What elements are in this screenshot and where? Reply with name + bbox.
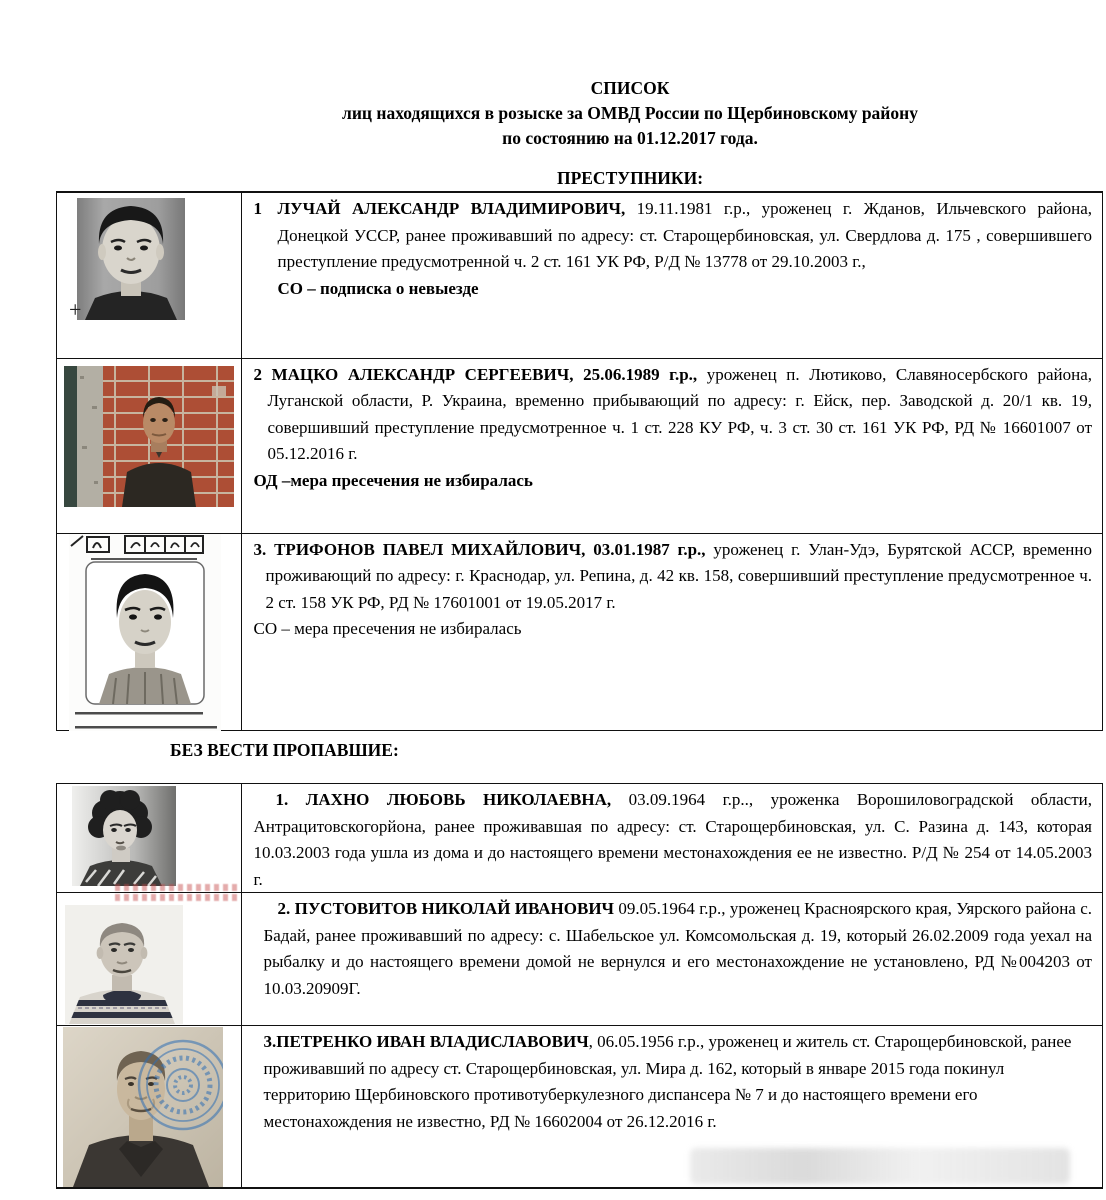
criminal-1-photo-cell: [57, 193, 242, 358]
criminal-row-2: [57, 358, 1102, 533]
missing-section-header: БЕЗ ВЕСТИ ПРОПАВШИЕ:: [170, 740, 399, 760]
entry-number: 2.: [277, 899, 295, 918]
criminal-2-entry: [254, 362, 1093, 468]
missing-1-text-cell: [242, 784, 1103, 892]
plus-mark: +: [69, 297, 82, 322]
person-details: 03.09.1964 г.р.., уроженка Ворошиловоградской области, Антрацитовскогорйона, ранее проживавшая по адресу: ст. Старощербиновская, ул. С. Разина д. 143, которая 10.03.2003 года ушла из дома и до настоящего времени местонахождения ее не известно. Р/Д № 254 от 14.05.2003 г.: [253, 790, 1092, 889]
entry-number: 2: [253, 364, 272, 384]
missing-row-1: [57, 784, 1102, 892]
missing-3-photo-cell: [57, 1026, 242, 1187]
document-title: [155, 76, 1105, 151]
criminals-table: [56, 191, 1103, 731]
person-name: ПУСТОВИТОВ НИКОЛАЙ ИВАНОВИЧ: [294, 899, 615, 918]
entry-number: 1.: [275, 790, 306, 809]
faint-red-stamp: [115, 884, 240, 891]
missing-3-photo: [63, 1027, 223, 1187]
missing-persons-table: [56, 783, 1103, 1189]
missing-1-photo-cell: [57, 784, 242, 892]
missing-1-photo: [72, 786, 176, 886]
criminal-3-photo: [69, 534, 221, 731]
criminal-row-3: [57, 533, 1102, 730]
criminal-3-photo-cell: [57, 534, 242, 730]
criminal-2-photo: [64, 366, 234, 507]
criminal-1-text-cell: [242, 193, 1103, 358]
restraint-measure: СО – подписка о невыезде: [277, 278, 479, 298]
title-line-2: лиц находящихся в розыске за ОМВД России по Щербиновскому району: [342, 103, 918, 123]
criminal-row-1: [57, 193, 1102, 358]
missing-2-photo-cell: [57, 893, 242, 1025]
person-name: ЛУЧАЙ АЛЕКСАНДР ВЛАДИМИРОВИЧ,: [277, 199, 626, 218]
missing-2-photo: [65, 905, 183, 1024]
title-line-3: по состоянию на 01.12.2017 года.: [502, 128, 758, 148]
person-name: МАЦКО АЛЕКСАНДР СЕРГЕЕВИЧ, 25.06.1989 г.р.,: [271, 364, 698, 384]
missing-row-2: [57, 892, 1102, 1025]
entry-number: 3.: [253, 539, 275, 559]
person-details: 19.11.1981 г.р., уроженец г. Жданов, Ильчевского района, Донецкой УССР, ранее проживавший по адресу: ст. Старощербиновская, ул. Свердлова д. 175 , совершившего преступление предусмотренной ч. 2 ст. 161 УК РФ, Р/Д № 13778 от 29.10.2003 г.,: [277, 199, 1093, 271]
person-details: уроженец п. Лютиково, Славяносербского района, Луганской области, Р. Украина, временно прибывающий по адресу: г. Ейск, пер. Заводской д. 20/1 кв. 19, совершивший преступление предусмотренное ч. 1 ст. 228 КУ РФ, ч. 3 ст. 30 ст. 161 УК РФ, РД № 16601007 от 05.12.2016 г.: [267, 364, 1093, 463]
criminals-section-header: ПРЕСТУПНИКИ:: [556, 168, 704, 188]
restraint-measure: СО – мера пресечения не избиралась: [253, 619, 522, 638]
criminal-1-entry: [254, 196, 1093, 276]
missing-2-text-cell: [242, 893, 1103, 1025]
title-line-1: СПИСОК: [590, 78, 670, 98]
faint-red-stamp: [115, 894, 240, 901]
missing-3-entry: [254, 1029, 1093, 1135]
person-name: ПЕТРЕНКО ИВАН ВЛАДИСЛАВОВИЧ: [276, 1032, 589, 1051]
scan-artifact: [690, 1148, 1070, 1184]
missing-2-entry: [254, 896, 1093, 1002]
person-name: ЛАХНО ЛЮБОВЬ НИКОЛАЕВНА,: [305, 790, 612, 809]
person-details: , 06.05.1956 г.р., уроженец и житель ст. Старощербиновской, ранее проживавший по адресу ст. Старощербиновская, ул. Мира д. 162, который в январе 2015 года покинул территорию Щербиновского противотуберкулезного диспансера № 7 и до настоящего времени его местонахождения не известно, РД № 16602004 от 26.12.2016 г.: [263, 1032, 1072, 1131]
missing-1-entry: [254, 787, 1093, 893]
criminal-3-entry: [254, 537, 1093, 617]
person-details: уроженец г. Улан-Удэ, Бурятской АССР, временно проживающий по адресу: г. Краснодар, ул. Репина, д. 42 кв. 158, совершивший преступление предусмотренное ч. 2 ст. 158 УК РФ, РД № 17601001 от 19.05.2017 г.: [265, 539, 1093, 612]
criminal-2-text-cell: [242, 359, 1103, 533]
entry-number: 3.: [263, 1032, 277, 1051]
restraint-measure: ОД –мера пресечения не избиралась: [253, 470, 533, 490]
criminal-3-text-cell: [242, 534, 1103, 730]
criminal-2-photo-cell: [57, 359, 242, 533]
criminal-1-photo: [77, 198, 185, 320]
person-details: 09.05.1964 г.р., уроженец Красноярского края, Уярского района с. Бадай, ранее проживавший по адресу: с. Шабельское ул. Комсомольская д. 19, который 26.02.2009 года уехал на рыбалку и до настоящего времени домой не вернулся и его местонахождение не установлено, РД №004203 от 10.03.20909Г.: [263, 899, 1092, 998]
entry-number: 1: [253, 199, 262, 218]
person-name: ТРИФОНОВ ПАВЕЛ МИХАЙЛОВИЧ, 03.01.1987 г.р.,: [274, 539, 706, 559]
